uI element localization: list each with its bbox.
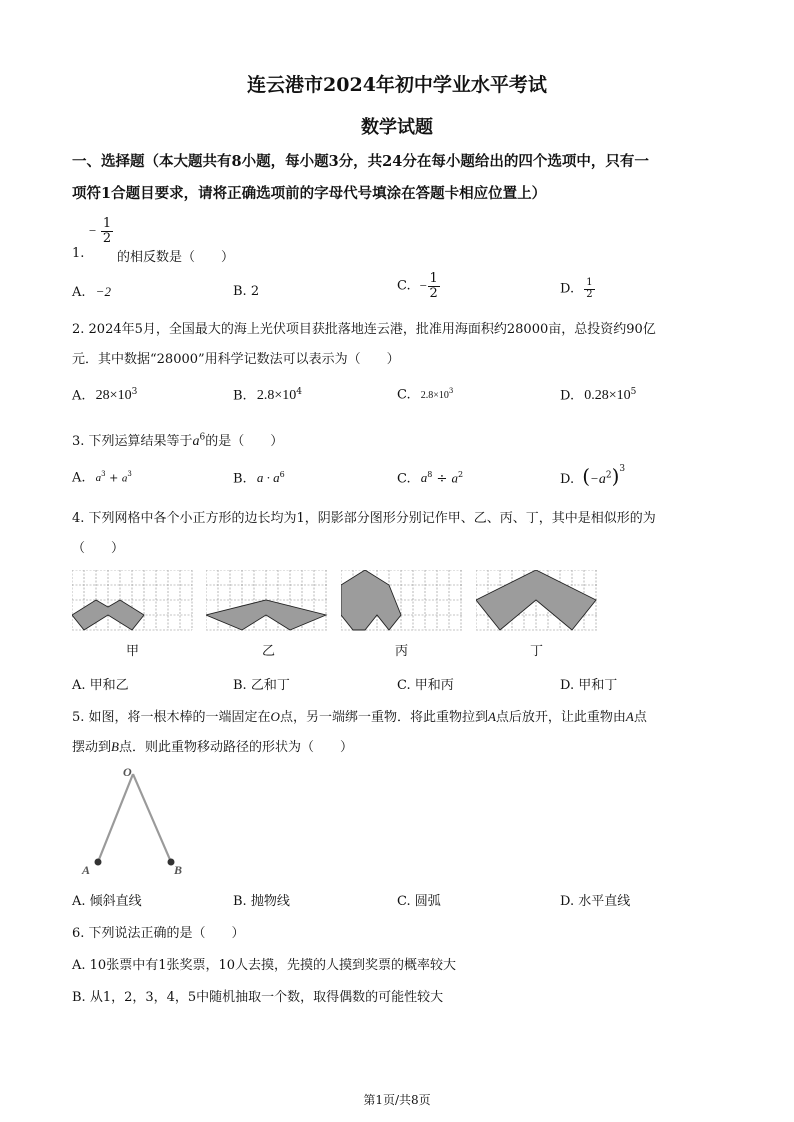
q5-option-a: A. 倾斜直线 <box>72 894 142 909</box>
label-point-o: O <box>123 765 132 779</box>
q4-option-c: C. 甲和丙 <box>397 678 454 693</box>
q4-option-a: A. 甲和乙 <box>72 678 129 693</box>
figure-label-bing: 丙 <box>395 644 409 659</box>
q3-option-d-inner-exp: 2 <box>605 470 612 481</box>
q2-option-a-label: A. <box>72 388 86 404</box>
q3-option-c <box>397 470 463 486</box>
q2-stem-line2: 元．其中数据“28000”用科学记数法可以表示为（ ） <box>72 352 400 367</box>
q3-option-b-exp: 6 <box>279 470 285 479</box>
q2-stem-line1: 2. 2024年5月，全国最大的海上光伏项目获批落地连云港，批准用海面积约28000亩，总投资约90亿 <box>72 322 656 337</box>
pendulum-rod-a <box>98 774 133 862</box>
q1-option-d <box>560 278 595 300</box>
q1-fraction-sign: − <box>88 223 97 239</box>
section-heading-line1: 一、选择题（本大题共有8小题，每小题3分，共24分在每小题给出的四个选项中，只有一 <box>72 153 649 170</box>
q1-option-d-fraction <box>584 278 594 300</box>
q1-number: 1. <box>72 246 85 261</box>
figure-label-yi: 乙 <box>262 644 276 659</box>
q1-option-d-label: D. <box>560 281 575 297</box>
q3-option-a-op: + <box>105 471 122 485</box>
page-title: 连云港市2024年初中学业水平考试 <box>247 74 547 96</box>
q3-stem-post: 的是（ ） <box>205 434 284 449</box>
q5-option-c: C. 圆弧 <box>397 894 441 909</box>
q3-stem-var-exponent: 6 <box>199 432 206 443</box>
q3-option-c-exp1: 8 <box>427 470 433 479</box>
grid-figure-jia <box>72 570 194 632</box>
q1-option-a-value: −2 <box>95 284 111 299</box>
q3-option-c-term1: a <box>420 470 428 486</box>
q3-option-d-open-paren: ( <box>582 464 591 488</box>
q2-option-a <box>72 387 137 404</box>
q1-option-c-sign: − <box>418 278 428 294</box>
q1-option-d-denominator: 2 <box>586 288 593 300</box>
q2-option-b-base: 2.8×10 <box>256 388 297 404</box>
q3-option-c-op: ÷ <box>432 471 452 487</box>
q1-fraction <box>88 217 113 245</box>
q3-stem <box>72 430 283 450</box>
q1-option-c-fraction <box>428 272 440 300</box>
q4-stem-line2: （ ） <box>72 541 125 556</box>
q5-option-b: B. 抛物线 <box>233 894 290 909</box>
grid-figure-yi <box>206 570 330 632</box>
q5-text-3: 点后放开，让此重物由 <box>495 710 626 725</box>
q1-option-a-label: A. <box>72 285 86 300</box>
q3-option-b-expr: a · a <box>256 470 280 486</box>
pendulum-figure <box>78 762 188 880</box>
q1-fraction-denominator: 2 <box>102 230 112 246</box>
q4-stem-line1: 4. 下列网格中各个小正方形的边长均为1，阴影部分图形分别记作甲、乙、丙、丁，其中是相似形的为 <box>72 511 656 526</box>
q3-option-a-exp2: 3 <box>127 470 132 478</box>
q1-option-c-denominator: 2 <box>429 285 438 301</box>
q3-option-c-label: C. <box>397 471 411 487</box>
q6-option-a: A. 10张票中有1张奖票，10人去摸，先摸的人摸到奖票的概率较大 <box>72 958 457 973</box>
q3-option-c-term2: a <box>451 470 459 486</box>
q2-option-d <box>560 387 636 404</box>
q3-option-a-label: A. <box>72 470 86 486</box>
q5-point-a: A <box>487 709 496 724</box>
q3-stem-pre: 3. 下列运算结果等于 <box>72 434 193 449</box>
section-heading-line2: 项符1合题目要求，请将正确选项前的字母代号填涂在答题卡相应位置上） <box>72 185 547 202</box>
q5-text-5: 摆动到 <box>72 740 112 755</box>
q2-option-d-label: D. <box>560 388 575 404</box>
q2-option-d-exponent: 5 <box>630 387 637 397</box>
label-point-a: A <box>82 863 91 877</box>
grid-figure-ding <box>476 570 600 632</box>
q5-stem-line2 <box>72 736 353 755</box>
q2-option-b <box>233 387 302 404</box>
q5-point-o: O <box>270 709 280 724</box>
q1-option-d-numerator: 1 <box>586 277 593 288</box>
shaded-shape-yi <box>206 600 326 630</box>
q3-option-b-label: B. <box>233 471 247 487</box>
q6-stem: 6. 下列说法正确的是（ ） <box>72 926 245 941</box>
q1-fraction-numerator: 1 <box>102 216 112 231</box>
q3-option-a-term2: a <box>121 472 128 485</box>
label-point-b: B <box>174 863 183 877</box>
shaded-shape-jia <box>72 600 144 630</box>
q2-option-c-exponent: 3 <box>448 387 454 395</box>
q5-point-b: B <box>111 739 119 754</box>
shaded-shape-bing <box>341 570 401 630</box>
q1-option-c-label: C. <box>397 278 411 294</box>
q3-option-c-exp2: 2 <box>458 470 464 479</box>
q4-option-d: D. 甲和丁 <box>560 678 618 693</box>
q3-option-d-close-paren: ) <box>611 464 620 488</box>
q5-text-4: 点 <box>633 710 647 725</box>
q2-option-c-label: C. <box>397 387 411 403</box>
q5-option-d: D. 水平直线 <box>560 894 631 909</box>
figure-label-ding: 丁 <box>530 644 544 659</box>
q5-stem-line1 <box>72 706 647 725</box>
q3-option-d-outer-exp: 3 <box>619 464 626 474</box>
q1-option-c-numerator: 1 <box>429 271 438 286</box>
q1-option-c <box>397 272 440 300</box>
weight-a <box>95 859 102 866</box>
q2-option-c-base: 2.8×10 <box>420 390 449 402</box>
q1-stem: 的相反数是（ ） <box>117 250 235 265</box>
q1-fraction-body <box>101 217 113 245</box>
q2-option-d-base: 0.28×10 <box>584 388 631 404</box>
q2-option-a-exponent: 3 <box>131 387 138 397</box>
q1-option-a <box>72 284 111 300</box>
grid-figure-bing <box>341 570 465 632</box>
q3-option-a <box>72 470 132 485</box>
q2-option-a-base: 28×10 <box>95 388 132 404</box>
figure-label-jia: 甲 <box>126 644 140 659</box>
q3-option-b <box>233 470 285 486</box>
q3-option-d-var: a <box>598 472 606 487</box>
pendulum-rod-b <box>133 774 171 862</box>
q3-option-d-label: D. <box>560 472 575 487</box>
q3-option-a-exp1: 3 <box>101 470 106 478</box>
q3-option-d-minus: − <box>590 471 599 486</box>
q3-stem-var: a <box>192 434 200 449</box>
q6-option-b: B. 从1，2，3，4，5中随机抽取一个数，取得偶数的可能性较大 <box>72 990 444 1005</box>
q2-option-b-label: B. <box>233 388 247 404</box>
q2-option-c <box>397 387 453 402</box>
q2-option-b-exponent: 4 <box>296 387 302 397</box>
q4-option-b: B. 乙和丁 <box>233 678 290 693</box>
q3-option-d <box>560 464 625 488</box>
page-subtitle: 数学试题 <box>361 117 433 138</box>
q1-option-b: B. 2 <box>233 284 260 299</box>
q5-text-2: 点，另一端绑一重物．将此重物拉到 <box>279 710 488 725</box>
q5-point-a-2: A <box>625 709 634 724</box>
q3-option-a-term1: a <box>95 472 102 485</box>
q5-text-1: 5. 如图，将一根木棒的一端固定在 <box>72 710 271 725</box>
q5-text-6: 点．则此重物移动路径的形状为（ ） <box>118 740 353 755</box>
page-footer: 第1页/共8页 <box>363 1093 431 1107</box>
